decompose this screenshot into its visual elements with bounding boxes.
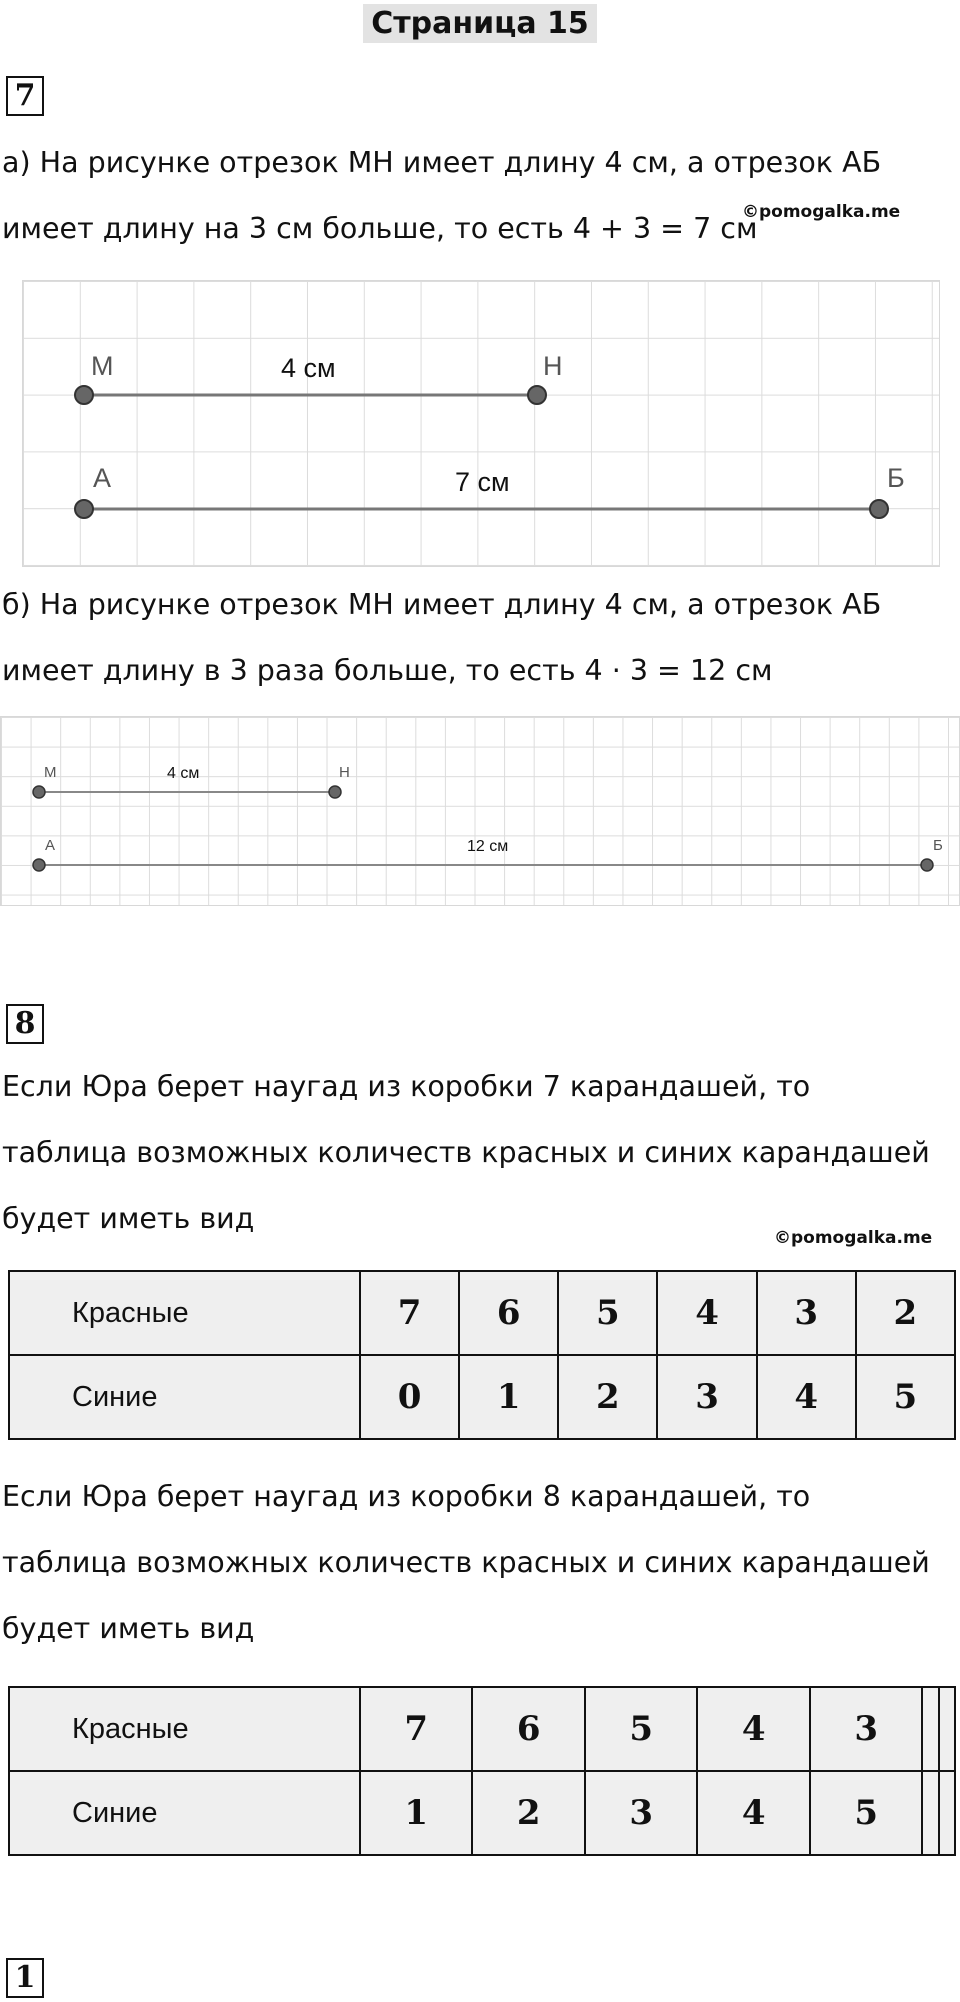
point-n bbox=[528, 386, 546, 404]
table-row bbox=[9, 1271, 955, 1355]
task7-b-line2: имеет длину в 3 раза больше, то есть 4 · 3 = 12 см bbox=[2, 654, 773, 687]
label-a: А bbox=[93, 463, 112, 493]
task8-p1-line2: таблица возможных количеств красных и синих карандашей bbox=[2, 1136, 930, 1169]
table-cell: 0 bbox=[360, 1355, 459, 1439]
figure-b bbox=[1, 717, 959, 905]
length-ab: 7 см bbox=[455, 467, 510, 497]
table-cell: 4 bbox=[697, 1771, 809, 1855]
table-8-pencils bbox=[8, 1686, 956, 1856]
task-number-1: 1 bbox=[6, 1958, 44, 1998]
table-cell bbox=[922, 1687, 938, 1771]
page-title-text: Страница 15 bbox=[363, 4, 597, 43]
figure-a bbox=[23, 281, 939, 566]
table-cell bbox=[922, 1771, 938, 1855]
label-b: Б bbox=[933, 837, 943, 854]
table-cell: 6 bbox=[472, 1687, 584, 1771]
length-mn: 4 см bbox=[281, 353, 336, 383]
task7-a-line1: а) На рисунке отрезок МН имеет длину 4 см, а отрезок АБ bbox=[2, 146, 882, 179]
table-cell: 4 bbox=[757, 1355, 856, 1439]
table-7-pencils bbox=[8, 1270, 956, 1440]
task8-p1-line3: будет иметь вид bbox=[2, 1202, 255, 1235]
label-n: Н bbox=[339, 764, 350, 781]
label-a: А bbox=[45, 837, 56, 854]
row-label-blue: Синие bbox=[9, 1355, 360, 1439]
task7-a-line2: имеет длину на 3 см больше, то есть 4 + 3 = 7 см bbox=[2, 212, 758, 245]
table-cell: 3 bbox=[657, 1355, 756, 1439]
table-cell: 5 bbox=[558, 1271, 657, 1355]
point-b bbox=[921, 859, 933, 871]
table-cell: 2 bbox=[558, 1355, 657, 1439]
table-cell: 1 bbox=[459, 1355, 558, 1439]
task7-b-line1: б) На рисунке отрезок МН имеет длину 4 см, а отрезок АБ bbox=[2, 588, 882, 621]
table-cell: 2 bbox=[472, 1771, 584, 1855]
figure-b-grid bbox=[0, 716, 960, 906]
task-number-7: 7 bbox=[6, 76, 44, 116]
table-row bbox=[9, 1771, 955, 1855]
table-cell: 4 bbox=[697, 1687, 809, 1771]
table-cell: 2 bbox=[856, 1271, 955, 1355]
row-label-red: Красные bbox=[9, 1687, 360, 1771]
label-n: Н bbox=[543, 351, 563, 381]
task8-p2-line3: будет иметь вид bbox=[2, 1612, 255, 1645]
row-label-blue: Синие bbox=[9, 1771, 360, 1855]
table-cell: 3 bbox=[810, 1687, 922, 1771]
label-b: Б bbox=[887, 463, 905, 493]
table-cell: 3 bbox=[585, 1771, 697, 1855]
table-cell: 7 bbox=[360, 1687, 472, 1771]
task8-p1-line1: Если Юра берет наугад из коробки 7 карандашей, то bbox=[2, 1070, 811, 1103]
watermark: ©pomogalka.me bbox=[742, 202, 901, 222]
page-title bbox=[0, 6, 960, 41]
task-number-8: 8 bbox=[6, 1004, 44, 1044]
table-row bbox=[9, 1687, 955, 1771]
table-cell: 3 bbox=[757, 1271, 856, 1355]
point-a bbox=[33, 859, 45, 871]
task8-p2-line2: таблица возможных количеств красных и синих карандашей bbox=[2, 1546, 930, 1579]
table-cell bbox=[939, 1687, 955, 1771]
point-n bbox=[329, 786, 341, 798]
table-cell: 5 bbox=[585, 1687, 697, 1771]
row-label-red: Красные bbox=[9, 1271, 360, 1355]
table-row bbox=[9, 1355, 955, 1439]
table-cell: 1 bbox=[360, 1771, 472, 1855]
point-b bbox=[870, 500, 888, 518]
watermark: ©pomogalka.me bbox=[774, 1228, 933, 1248]
point-m bbox=[75, 386, 93, 404]
table-cell: 7 bbox=[360, 1271, 459, 1355]
table-cell: 4 bbox=[657, 1271, 756, 1355]
table-cell bbox=[939, 1771, 955, 1855]
label-m: М bbox=[91, 351, 114, 381]
task8-p2-line1: Если Юра берет наугад из коробки 8 карандашей, то bbox=[2, 1480, 811, 1513]
point-m bbox=[33, 786, 45, 798]
point-a bbox=[75, 500, 93, 518]
length-ab: 12 см bbox=[467, 838, 509, 855]
table-cell: 6 bbox=[459, 1271, 558, 1355]
table-cell: 5 bbox=[856, 1355, 955, 1439]
label-m: М bbox=[44, 764, 57, 781]
figure-a-grid bbox=[22, 280, 940, 567]
length-mn: 4 см bbox=[167, 765, 200, 782]
table-cell: 5 bbox=[810, 1771, 922, 1855]
